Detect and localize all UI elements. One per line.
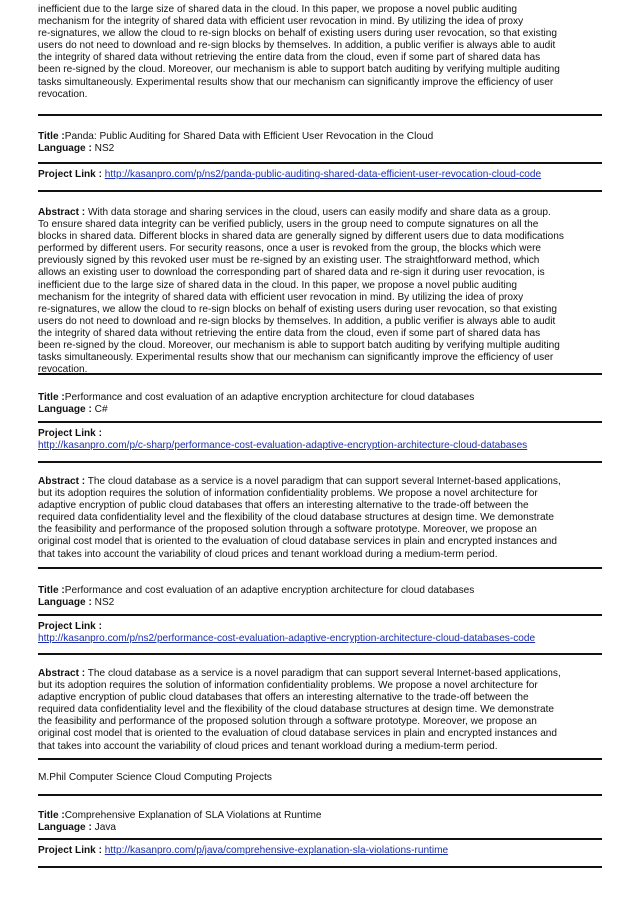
project-title: Comprehensive Explanation of SLA Violations at Runtime [64,810,322,821]
language-label: Language : [38,597,92,609]
project-link-label: Project Link : [38,428,102,439]
divider [38,758,602,760]
abstract-block [38,476,602,561]
abstract-text: The cloud database as a service is a novel paradigm that can support several Internet-based applications, but its adoption requires the solution of information confidentiality problems. We propose a novel architecture for adaptive encryption of public cloud databases that offers an interesting alternative to the trade-off between the required data confidentiality level and the flexibility of the cloud database structures at design time. We demonstrate the feasibility and performance of the proposed solution through a software prototype. Moreover, we propose an original cost model that is oriented to the evaluation of cloud database services in plain and encrypted instances and that takes into account the variability of cloud prices and tenant workload during a medium-term period. [38,476,561,560]
divider [38,162,602,164]
project-title: Panda: Public Auditing for Shared Data with Efficient User Revocation in the Cloud [64,131,434,142]
divider [38,114,602,116]
divider [38,373,602,375]
project-language: NS2 [94,143,115,155]
project-link-label: Project Link : [38,845,102,856]
abstract-continuation-text: inefficient due to the large size of shared data in the cloud. In this paper, we propose a novel public auditing mechanism for the integrity of shared data with efficient user revocation in mind. By utilizing the idea of proxy re-signatures, we allow the cloud to re-sign blocks on behalf of existing users during user revocation, so that existing users do not need to download and re-sign blocks by themselves. In addition, a public verifier is always able to audit the integrity of shared data without retrieving the entire data from the cloud, even if some part of shared data has been re-signed by the cloud. Moreover, our mechanism is able to support batch auditing by verifying multiple auditing tasks simultaneously. Experimental results show that our mechanism can significantly improve the efficiency of user revocation. [38,4,560,100]
abstract-text: The cloud database as a service is a novel paradigm that can support several Internet-based applications, but its adoption requires the solution of information confidentiality problems. We propose a novel architecture for adaptive encryption of public cloud databases that offers an interesting alternative to the trade-off between the required data confidentiality level and the flexibility of the cloud database structures at design time. We demonstrate the feasibility and performance of the proposed solution through a software prototype. Moreover, we propose an original cost model that is oriented to the evaluation of cloud database services in plain and encrypted instances and that takes into account the variability of cloud prices and tenant workload during a medium-term period. [38,668,561,752]
divider [38,421,602,423]
project-link[interactable]: http://kasanpro.com/p/ns2/performance-cost-evaluation-adaptive-encryption-architecture-cloud-databases-code [38,633,536,645]
title-label: Title : [38,392,65,403]
abstract-label: Abstract : [38,207,86,218]
divider [38,866,602,868]
section-heading-block [38,772,602,784]
project-link[interactable]: http://kasanpro.com/p/java/comprehensive-explanation-sla-violations-runtime [104,845,449,856]
project-title: Performance and cost evaluation of an adaptive encryption architecture for cloud databases [64,585,475,596]
abstract-continuation [38,4,602,101]
abstract-text: With data storage and sharing services in the cloud, users can easily modify and share data as a group. To ensure shared data integrity can be verified publicly, users in the group need to compute signatures on all the blocks in shared data. Different blocks in shared data are generally signed by different users due to data modifications performed by different users. For security reasons, once a user is revoked from the group, the blocks which were previously signed by this revoked user must be re-signed by an existing user. The straightforward method, which allows an existing user to download the corresponding part of shared data and re-sign it during user revocation, is inefficient due to the large size of shared data in the cloud. In this paper, we propose a novel public auditing mechanism for the integrity of shared data with efficient user revocation in mind. By utilizing the idea of proxy re-signatures, we allow the cloud to re-sign blocks on behalf of existing users during user revocation, so that existing users do not need to download and re-sign blocks by themselves. In addition, a public verifier is always able to audit the integrity of shared data without retrieving the entire data from the cloud, even if some part of shared data has been re-signed by the cloud. Moreover, our mechanism is able to support batch auditing by verifying multiple auditing tasks simultaneously. Experimental results show that our mechanism can significantly improve the efficiency of user revocation. [38,207,564,376]
divider [38,614,602,616]
divider [38,567,602,569]
title-label: Title : [38,585,65,596]
divider [38,190,602,192]
project-title: Performance and cost evaluation of an adaptive encryption architecture for cloud databases [64,392,475,403]
title-label: Title : [38,810,65,821]
divider [38,461,602,463]
project-link[interactable]: http://kasanpro.com/p/ns2/panda-public-auditing-shared-data-efficient-user-revocation-cloud-code [104,169,542,180]
abstract-label: Abstract : [38,476,86,487]
project-link-label: Project Link : [38,169,102,180]
divider [38,794,602,796]
section-heading: M.Phil Computer Science Cloud Computing Projects [38,772,272,783]
abstract-block [38,668,602,753]
project-title-block [38,131,602,155]
project-title-block [38,392,602,416]
project-title-block [38,585,602,609]
language-label: Language : [38,404,92,416]
project-language: Java [94,822,116,834]
divider [38,653,602,655]
project-link-block [38,845,602,857]
project-link[interactable]: http://kasanpro.com/p/c-sharp/performance-cost-evaluation-adaptive-encryption-architecture-cloud-databases [38,440,528,452]
abstract-block [38,207,602,376]
project-title-block [38,810,602,834]
project-link-block [38,428,602,452]
abstract-label: Abstract : [38,668,86,679]
project-language: C# [94,404,108,416]
language-label: Language : [38,822,92,834]
language-label: Language : [38,143,92,155]
project-link-block [38,169,602,181]
divider [38,838,602,840]
project-language: NS2 [94,597,115,609]
project-link-label: Project Link : [38,621,102,632]
project-link-block [38,621,602,645]
title-label: Title : [38,131,65,142]
